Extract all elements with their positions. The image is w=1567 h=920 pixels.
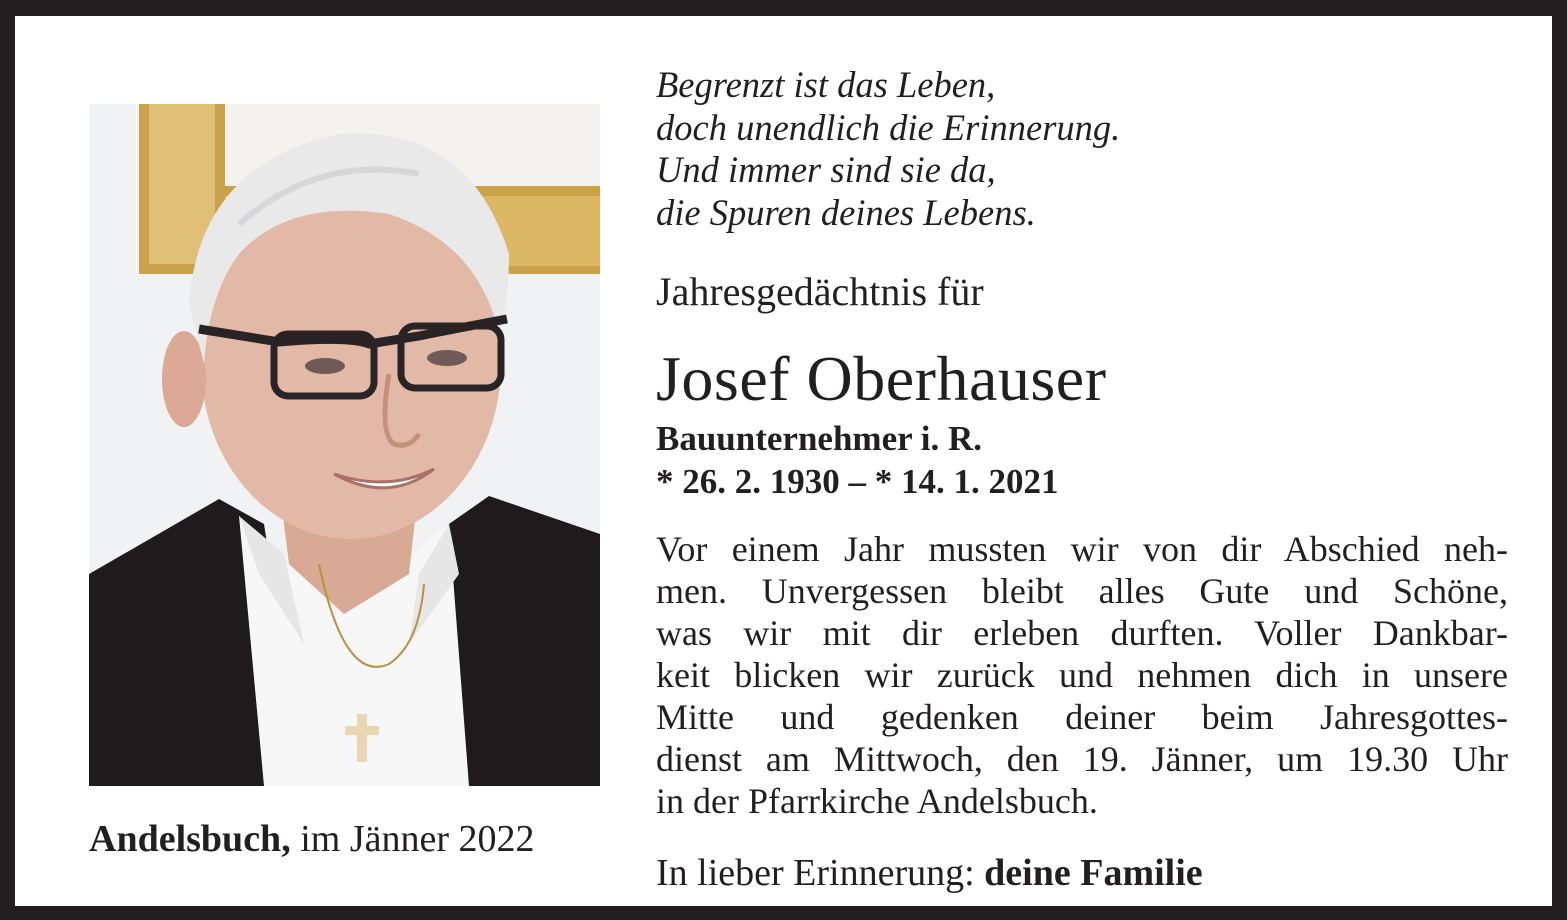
date-line: im Jänner 2022 xyxy=(300,818,535,860)
closing-line xyxy=(656,850,1203,896)
place-date-line xyxy=(89,816,609,862)
text-line: keit blicken wir zurück und nehmen dich in unsere xyxy=(656,655,1508,695)
text-line: in der Pfarrkirche Andelsbuch. xyxy=(656,781,1098,821)
signer: deine Familie xyxy=(984,852,1203,894)
poem-line: die Spuren deines Lebens. xyxy=(656,191,1036,233)
memorial-text xyxy=(656,528,1508,822)
portrait-photo xyxy=(89,104,600,786)
text-line: Vor einem Jahr mussten wir von dir Abschied neh- xyxy=(656,529,1508,569)
memorial-intro: Jahresgedächtnis für xyxy=(656,269,984,314)
text-line: men. Unvergessen bleibt alles Gute und Schöne, xyxy=(656,571,1508,611)
text-line: Mitte und gedenken deiner beim Jahresgottes- xyxy=(656,697,1508,737)
poem-line: Und immer sind sie da, xyxy=(656,149,996,190)
poem-line: Begrenzt ist das Leben, xyxy=(656,64,996,105)
poem-line: doch unendlich die Erinnerung. xyxy=(656,106,1121,148)
poem xyxy=(656,64,1120,234)
life-dates: * 26. 2. 1930 – * 14. 1. 2021 xyxy=(656,462,1059,501)
text-line: was wir mit dir erleben durften. Voller Dankbar- xyxy=(656,613,1508,653)
occupation: Bauunternehmer i. R. xyxy=(656,419,983,458)
place-name: Andelsbuch, xyxy=(89,818,291,860)
text-line: dienst am Mittwoch, den 19. Jänner, um 19.30 Uhr xyxy=(656,739,1508,779)
closing-prefix: In lieber Erinnerung: xyxy=(656,852,975,894)
deceased-name: Josef Oberhauser xyxy=(656,343,1107,414)
